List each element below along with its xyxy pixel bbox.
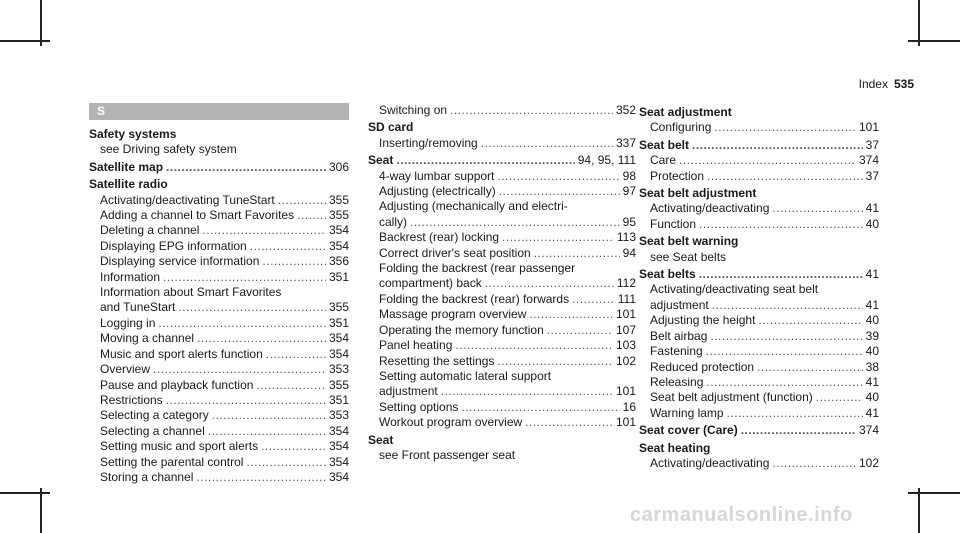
entry-text: compartment) back: [379, 276, 482, 291]
entry-page-ref[interactable]: 98: [622, 168, 636, 183]
entry-text: Backrest (rear) locking: [379, 230, 500, 245]
entry-page-ref[interactable]: 94, 95, 111: [577, 153, 636, 168]
index-entry: [368, 169, 636, 184]
dot-leader: [485, 276, 614, 291]
dot-leader: [502, 230, 614, 245]
entry-text: Workout program overview: [379, 415, 523, 430]
index-entry: [89, 393, 349, 408]
index-entry: [639, 138, 879, 153]
index-entry: [368, 292, 636, 307]
index-entry: [639, 423, 879, 438]
entry-text: Restrictions: [100, 392, 163, 407]
index-entry: [368, 153, 636, 168]
entry-page-ref[interactable]: 102: [615, 353, 636, 368]
entry-text: Folding the backrest (rear) forwards: [379, 291, 570, 306]
index-entry: [639, 298, 879, 313]
index-entry: [368, 415, 636, 430]
entry-text: see Driving safety system: [100, 142, 237, 157]
index-entry: [639, 456, 879, 471]
dot-leader: [262, 254, 326, 269]
entry-text: Seat belt adjustment (function): [650, 390, 813, 405]
entry-text: Displaying service information: [100, 254, 260, 269]
index-entry: [89, 193, 349, 208]
entry-page-ref[interactable]: 354: [328, 331, 349, 346]
index-entry: [368, 215, 636, 230]
index-entry: [89, 177, 349, 192]
index-entry: [368, 246, 636, 261]
dot-leader: [450, 103, 613, 118]
index-entry: [89, 285, 349, 300]
entry-page-ref[interactable]: 112: [616, 276, 636, 291]
entry-text: Fastening: [650, 344, 703, 359]
index-entry: [89, 470, 349, 485]
dot-leader: [163, 270, 326, 285]
entry-page-ref[interactable]: 351: [328, 392, 349, 407]
entry-text: Selecting a channel: [100, 423, 205, 438]
entry-page-ref[interactable]: 354: [328, 439, 349, 454]
dot-leader: [197, 331, 326, 346]
index-entry: [89, 239, 349, 254]
dot-leader: [706, 375, 862, 390]
entry-text: Logging in: [100, 315, 156, 330]
dot-leader: [455, 338, 613, 353]
index-entry: [639, 282, 879, 297]
dot-leader: [461, 400, 619, 415]
entry-text: Adjusting the height: [650, 313, 756, 328]
entry-page-ref[interactable]: 41: [865, 405, 879, 420]
index-entry: [368, 338, 636, 353]
index-entry: [368, 184, 636, 199]
entry-text: Seat belt warning: [639, 234, 739, 249]
entry-page-ref[interactable]: 353: [328, 408, 349, 423]
entry-text: Warning lamp: [650, 405, 724, 420]
entry-page-ref[interactable]: 95: [622, 214, 636, 229]
entry-text: Massage program overview: [379, 307, 527, 322]
entry-text: Seat cover (Care): [639, 423, 738, 438]
index-entry: [89, 439, 349, 454]
dot-leader: [196, 470, 326, 485]
entry-page-ref[interactable]: 374: [858, 153, 879, 168]
dot-leader: [153, 362, 326, 377]
dot-leader: [534, 246, 620, 261]
crop-mark-bottom-right-h: [908, 492, 960, 494]
index-entry: [639, 120, 879, 135]
entry-text: Selecting a category: [100, 408, 209, 423]
entry-page-ref[interactable]: 306: [328, 159, 349, 174]
entry-text: Switching on: [379, 103, 448, 117]
dot-leader: [714, 120, 856, 135]
entry-page-ref[interactable]: 356: [328, 254, 349, 269]
entry-text: adjustment: [650, 297, 709, 312]
entry-text: Activating/deactivating TuneStart: [100, 192, 275, 207]
dot-leader: [261, 439, 326, 454]
entries-list-1: [89, 127, 349, 485]
entry-page-ref[interactable]: 94: [622, 245, 636, 260]
entry-page-ref[interactable]: 355: [328, 192, 349, 207]
crop-mark-bottom-right-v: [918, 488, 920, 533]
index-entry: [89, 331, 349, 346]
entry-text: Seat adjustment: [639, 105, 732, 119]
dot-leader: [441, 384, 613, 399]
entry-text: see Seat belts: [650, 249, 727, 264]
dot-leader: [525, 415, 613, 430]
entry-page-ref[interactable]: 101: [615, 307, 636, 322]
entry-page-ref[interactable]: 101: [858, 120, 879, 135]
entry-page-ref[interactable]: 37: [865, 168, 879, 183]
dot-leader: [266, 347, 326, 362]
index-entry: [368, 276, 636, 291]
entry-page-ref[interactable]: 113: [616, 230, 636, 245]
index-entry: [368, 120, 636, 135]
dot-leader: [758, 313, 862, 328]
entry-page-ref[interactable]: 107: [615, 322, 636, 337]
entry-page-ref[interactable]: 111: [617, 291, 636, 306]
index-entry: [89, 127, 349, 142]
entry-page-ref[interactable]: 39: [865, 328, 879, 343]
index-entry: [639, 360, 879, 375]
entry-text: Releasing: [650, 374, 704, 389]
entry-text: Adjusting (electrically): [379, 184, 496, 199]
entry-text: adjustment: [379, 384, 438, 399]
entry-page-ref[interactable]: 351: [328, 269, 349, 284]
entry-text: and TuneStart: [100, 300, 176, 315]
index-entry: [639, 169, 879, 184]
entries-list-2: [368, 103, 636, 463]
entry-page-ref[interactable]: 41: [865, 267, 879, 282]
entry-text: Information: [100, 269, 161, 284]
index-entry: [368, 384, 636, 399]
entry-page-ref[interactable]: 354: [328, 223, 349, 238]
entry-page-ref[interactable]: 353: [328, 362, 349, 377]
index-entry: [89, 300, 349, 315]
dot-leader: [679, 153, 856, 168]
dot-leader: [256, 378, 326, 393]
index-entry: [89, 223, 349, 238]
dot-leader: [246, 455, 326, 470]
index-entry: [368, 448, 636, 463]
entry-text: Adjusting (mechanically and electri-: [379, 199, 568, 214]
entry-page-ref[interactable]: 354: [328, 238, 349, 253]
entry-text: Pause and playback function: [100, 377, 254, 392]
header-label: Index: [858, 77, 888, 91]
entry-text: Safety systems: [89, 127, 177, 141]
entry-text: Function: [650, 216, 697, 231]
entry-page-ref[interactable]: 37: [865, 137, 879, 152]
dot-leader: [166, 160, 326, 175]
entry-text: Information about Smart Favorites: [100, 285, 282, 300]
entry-text: Storing a channel: [100, 469, 194, 484]
entry-text: Music and sport alerts function: [100, 346, 263, 361]
dot-leader: [710, 329, 862, 344]
dot-leader: [297, 208, 326, 223]
dot-leader: [497, 169, 619, 184]
entry-page-ref[interactable]: 355: [328, 208, 349, 223]
entry-page-ref[interactable]: 351: [328, 315, 349, 330]
dot-leader: [699, 217, 863, 232]
index-entry: [639, 406, 879, 421]
entry-text: Panel heating: [379, 338, 453, 353]
entry-text: Activating/deactivating seat belt: [650, 282, 819, 297]
index-entry: [89, 254, 349, 269]
index-entry: [639, 344, 879, 359]
entry-page-ref[interactable]: 40: [865, 216, 879, 231]
entry-text: Overview: [100, 362, 151, 377]
dot-leader: [706, 344, 863, 359]
dot-leader: [481, 136, 613, 151]
entry-text: Setting automatic lateral support: [379, 368, 552, 383]
index-entry: [89, 378, 349, 393]
entry-text: see Front passenger seat: [379, 447, 516, 462]
dot-leader: [772, 456, 856, 471]
dot-leader: [202, 223, 326, 238]
index-column-2: [368, 103, 636, 463]
index-entry: [368, 354, 636, 369]
dot-leader: [772, 201, 862, 216]
index-entry: [89, 316, 349, 331]
entry-text: cally): [379, 214, 408, 229]
index-entry: [639, 234, 879, 249]
entry-text: Setting music and sport alerts: [100, 439, 259, 454]
entry-page-ref[interactable]: 354: [328, 423, 349, 438]
entry-page-ref[interactable]: 101: [615, 384, 636, 399]
watermark: carmanualsonline.info: [630, 504, 853, 526]
entry-text: Seat: [368, 153, 394, 168]
entry-page-ref[interactable]: 102: [858, 455, 879, 470]
index-column-3: [639, 103, 879, 471]
entry-page-ref[interactable]: 101: [615, 415, 636, 430]
index-column-1: [89, 103, 349, 485]
crop-mark-bottom-left-h: [0, 492, 50, 494]
entry-page-ref[interactable]: 97: [622, 184, 636, 199]
entry-text: Reduced protection: [650, 359, 755, 374]
dot-leader: [396, 153, 574, 168]
index-entry: [89, 160, 349, 175]
dot-leader: [497, 354, 613, 369]
entry-page-ref[interactable]: 352: [615, 103, 636, 117]
index-entry: [368, 307, 636, 322]
entry-text: Adding a channel to Smart Favorites: [100, 208, 295, 223]
entry-text: Inserting/removing: [379, 135, 478, 150]
entry-text: Correct driver's seat position: [379, 245, 531, 260]
index-entry: [368, 136, 636, 151]
dot-leader: [178, 300, 326, 315]
dot-leader: [712, 298, 863, 313]
dot-leader: [757, 360, 863, 375]
index-entry: [89, 362, 349, 377]
entry-page-ref[interactable]: 16: [622, 399, 636, 414]
entry-page-ref[interactable]: 355: [328, 300, 349, 315]
entry-text: Protection: [650, 168, 705, 183]
index-entry: [368, 230, 636, 245]
dot-leader: [741, 423, 856, 438]
index-entry: [639, 375, 879, 390]
dot-leader: [166, 393, 326, 408]
dot-leader: [707, 169, 863, 184]
index-entry: [639, 250, 879, 265]
entry-text: Seat belt: [639, 137, 690, 152]
entries-list-3: [639, 105, 879, 471]
dot-leader: [699, 267, 863, 282]
index-entry: [368, 369, 636, 384]
page-number: 535: [893, 77, 914, 91]
entry-text: Seat belt adjustment: [639, 186, 757, 201]
index-entry: [639, 201, 879, 216]
index-entry: [89, 142, 349, 157]
index-entry: [639, 313, 879, 328]
crop-mark-top-right-h: [908, 40, 960, 42]
entry-text: Care: [650, 153, 677, 168]
entry-page-ref[interactable]: 374: [858, 423, 879, 438]
dot-leader: [208, 424, 326, 439]
entry-text: Resetting the settings: [379, 353, 495, 368]
entry-page-ref[interactable]: 41: [865, 201, 879, 216]
entry-text: Displaying EPG information: [100, 238, 247, 253]
entry-page-ref[interactable]: 40: [865, 344, 879, 359]
entry-text: Moving a channel: [100, 331, 195, 346]
index-entry: [639, 441, 879, 456]
index-entry: [639, 267, 879, 282]
index-entry: [368, 400, 636, 415]
entry-page-ref[interactable]: 354: [328, 469, 349, 484]
index-entry: [368, 433, 636, 448]
dot-leader: [278, 193, 326, 208]
index-entry: [368, 199, 636, 214]
entry-page-ref[interactable]: 41: [865, 297, 879, 312]
entry-page-ref[interactable]: 40: [865, 390, 879, 405]
index-entry: [89, 270, 349, 285]
entry-text: Deleting a channel: [100, 223, 200, 238]
dot-leader: [410, 215, 620, 230]
entry-text: Satellite radio: [89, 177, 168, 192]
entry-text: Operating the memory function: [379, 322, 544, 337]
index-entry: [639, 153, 879, 168]
entry-text: Activating/deactivating: [650, 201, 770, 216]
entry-page-ref[interactable]: 354: [328, 346, 349, 361]
entry-text: Seat: [368, 432, 394, 447]
entry-text: Activating/deactivating: [650, 455, 770, 470]
entry-page-ref[interactable]: 40: [865, 313, 879, 328]
index-entry: [368, 323, 636, 338]
dot-leader: [158, 316, 326, 331]
index-entry: [89, 455, 349, 470]
entry-page-ref[interactable]: 337: [615, 135, 636, 150]
entry-text: Seat heating: [639, 440, 711, 455]
index-entry: [368, 261, 636, 276]
index-entry: [89, 408, 349, 423]
index-entry: [89, 208, 349, 223]
index-entry: [639, 329, 879, 344]
entry-page-ref[interactable]: 103: [615, 338, 636, 353]
dot-leader: [499, 184, 620, 199]
index-entry: [639, 105, 879, 120]
entry-page-ref[interactable]: 355: [328, 377, 349, 392]
entry-text: Satellite map: [89, 159, 164, 174]
entry-text: 4-way lumbar support: [379, 168, 495, 183]
dot-leader: [692, 138, 863, 153]
dot-leader: [816, 390, 863, 405]
index-entry: [89, 424, 349, 439]
index-entry: [639, 186, 879, 201]
entry-text: Seat belts: [639, 267, 696, 282]
crop-mark-top-left-h: [0, 40, 50, 42]
entry-text: Setting options: [379, 399, 459, 414]
crop-mark-bottom-left-v: [40, 488, 42, 533]
page-header: [859, 77, 914, 91]
dot-leader: [727, 406, 863, 421]
entry-text: Folding the backrest (rear passenger: [379, 261, 576, 276]
index-entry: [639, 217, 879, 232]
entry-text: Configuring: [650, 120, 712, 135]
dot-leader: [572, 292, 615, 307]
section-letter-bar: S: [89, 103, 349, 120]
entry-page-ref[interactable]: 41: [865, 374, 879, 389]
entry-page-ref[interactable]: 354: [328, 454, 349, 469]
index-entry: [368, 103, 636, 118]
index-entry: [639, 390, 879, 405]
index-entry: [89, 347, 349, 362]
entry-page-ref[interactable]: 38: [865, 359, 879, 374]
dot-leader: [250, 239, 326, 254]
dot-leader: [529, 307, 613, 322]
dot-leader: [547, 323, 613, 338]
entry-text: Setting the parental control: [100, 454, 244, 469]
dot-leader: [212, 408, 326, 423]
entry-text: Belt airbag: [650, 328, 708, 343]
entry-text: SD card: [368, 120, 414, 135]
